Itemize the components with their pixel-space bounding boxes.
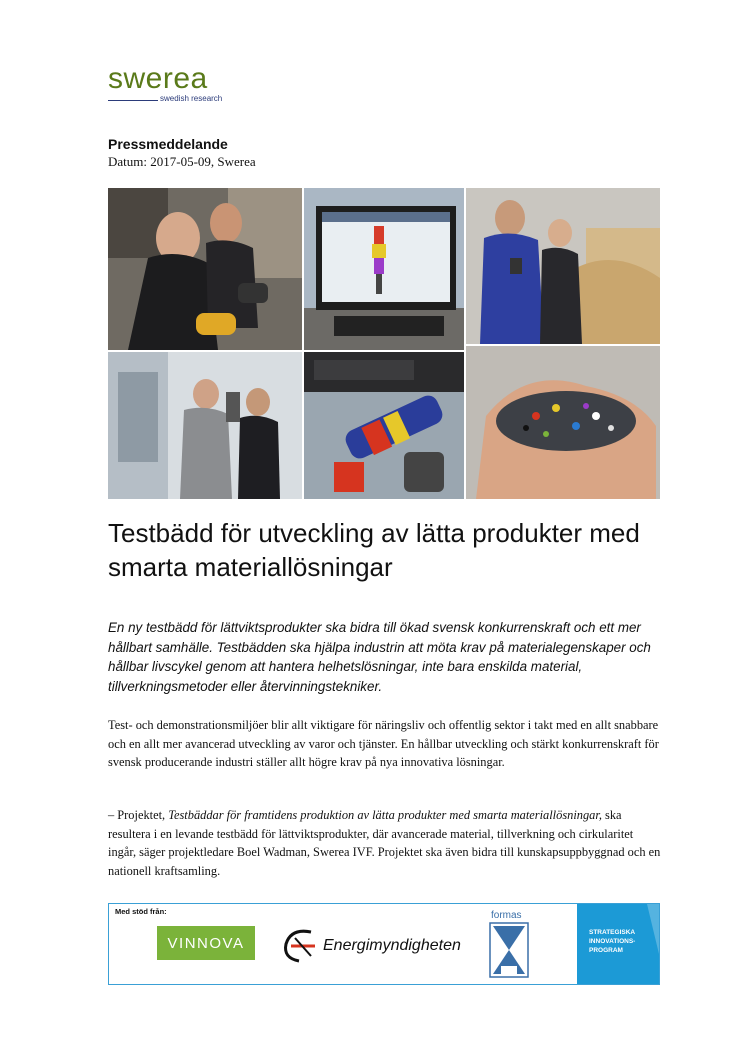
photo-people-car xyxy=(466,188,660,344)
photo-hands-granules xyxy=(466,346,660,499)
document-type-label: Pressmeddelande xyxy=(108,136,228,152)
formas-text: formas xyxy=(491,910,522,921)
logo-rule xyxy=(108,100,158,101)
lead-paragraph: En ny testbädd för lättviktsprodukter ska bidra till ökad svensk konkurrenskraft och ett mer hållbart samhälle. Testbädden ska hjälpa industrin att möta krav på materialegenskaper och hållbar livscykel genom att hantera helhetslösningar, inte bara enskilda material, tillverkningsmetoder eller återvinningstekniker. xyxy=(108,620,651,694)
body-paragraph-1: Test- och demonstrationsmiljöer blir allt viktigare för näringsliv och offentlig sektor i takt med en allt snabbare och en allt mer avancerad utveckling av varor och tjänster. En hållbar utveckling och stärkt konkurrenskraft för svensk producerande industri ställer allt högre krav på nya innovativa lösningar. xyxy=(108,718,659,769)
sip-text: STRATEGISKA INNOVATIONS-PROGRAM xyxy=(589,929,636,954)
formas-logo xyxy=(489,910,529,976)
photo-workers xyxy=(108,188,302,350)
project-name: Testbäddar för framtidens produktion av lätta produkter med smarta materiallösningar, xyxy=(168,808,602,822)
vinnova-logo: VINNOVA xyxy=(157,926,255,960)
photo-model-parts xyxy=(304,352,464,499)
logo-wordmark: swerea xyxy=(108,62,208,95)
photo-computer xyxy=(304,188,464,350)
sip-logo xyxy=(577,904,659,984)
formas-icon xyxy=(489,922,529,978)
swerea-logo xyxy=(108,62,242,104)
energimyndigheten-logo xyxy=(281,926,471,966)
headline: Testbädd för utveckling av lätta produkter med smarta materiallösningar xyxy=(108,518,640,582)
quote-prefix: – Projektet, xyxy=(108,808,169,822)
energimyndigheten-icon xyxy=(281,926,321,964)
quote-rest: ska resultera i en levande testbädd för lättviktsprodukter, där avancerade material, tillverkning och cirkularitet ingår, säger projektledare Boel Wadman, Swerea IVF. Projektet ska även bidra till kunskapsuppbyggnad och en nationell kraftsamling. xyxy=(108,808,661,878)
energimyndigheten-text: Energimyndigheten xyxy=(323,937,461,954)
logo-subtitle: swedish research xyxy=(160,94,223,103)
body-paragraph-2 xyxy=(108,806,663,880)
document-date: Datum: 2017-05-09, Swerea xyxy=(108,154,256,169)
support-box xyxy=(108,903,660,985)
support-label: Med stöd från: xyxy=(115,907,167,916)
photo-lab-technicians xyxy=(108,352,302,499)
photo-collage xyxy=(108,188,660,499)
